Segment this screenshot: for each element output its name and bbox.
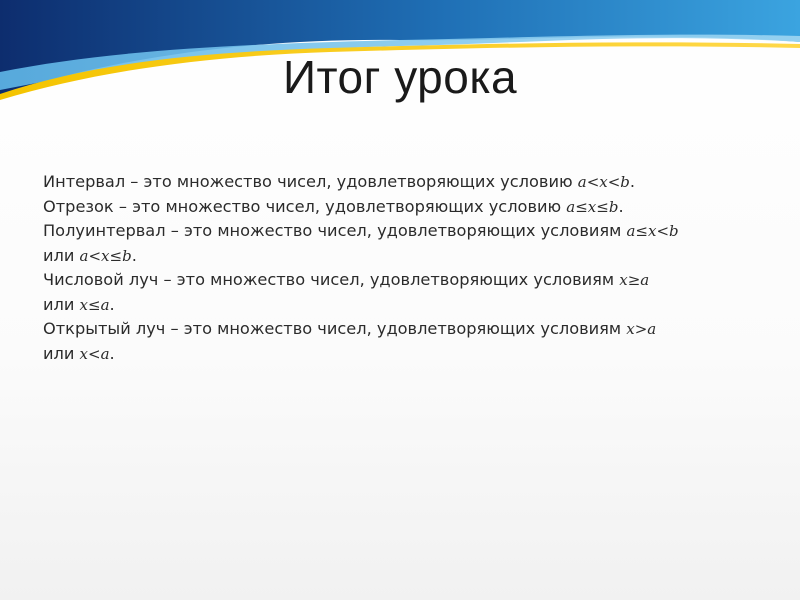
summary-text <box>43 170 773 366</box>
inequality: x<a <box>79 344 110 363</box>
inequality: a≤x≤b <box>566 197 619 216</box>
definition-line: Интервал – это множество чисел, удовлетворяющих условию a<x<b. <box>43 172 636 191</box>
definition-line: или x≤a. <box>43 294 115 314</box>
inequality: x>a <box>626 320 657 338</box>
inequality: a<x<b <box>577 173 630 191</box>
definition-line: или x<a. <box>43 343 115 363</box>
definition-line: Полуинтервал – это множество чисел, удовлетворяющих условиям a≤x<b <box>43 221 679 240</box>
inequality: x≥a <box>619 271 650 289</box>
slide-title: Итог урока <box>282 51 518 103</box>
inequality: x≤a <box>79 295 110 314</box>
definition-line: или a<x≤b. <box>43 245 137 265</box>
definition-line: Открытый луч – это множество чисел, удовлетворяющих условиям x>a <box>43 319 657 338</box>
inequality: a≤x<b <box>626 222 679 240</box>
definition-line: Отрезок – это множество чисел, удовлетворяющих условию a≤x≤b. <box>43 196 624 216</box>
inequality: a<x≤b <box>79 246 132 265</box>
definition-line: Числовой луч – это множество чисел, удовлетворяющих условиям x≥a <box>43 270 650 289</box>
